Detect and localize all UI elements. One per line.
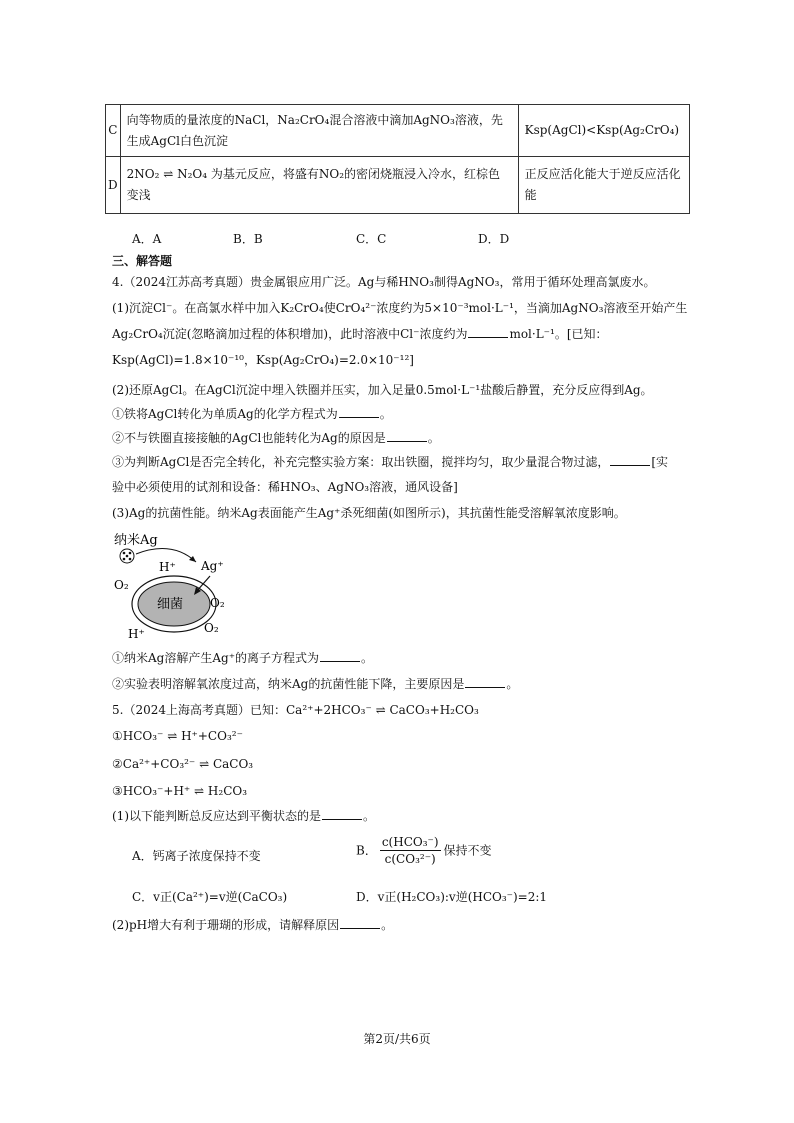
nano-ag-diagram [112, 530, 242, 645]
row-conclusion: 正反应活化能大于逆反应活化能 [518, 157, 689, 214]
diagram-title: 纳米Ag [114, 533, 158, 548]
q5-intro: 5.（2024上海高考真题）已知：Ca²⁺+2HCO₃⁻ ⇌ CaCO₃+H₂CO₃ [112, 703, 479, 717]
q5-eq3: ③HCO₃⁻+H⁺ ⇌ H₂CO₃ [112, 784, 248, 798]
q4-part1-line2 [112, 326, 608, 342]
answer-blank [610, 454, 650, 466]
q4-part1-text: Ag₂CrO₄沉淀(忽略滴加过程的体积增加)，此时溶液中Cl⁻浓度约为 [112, 327, 468, 341]
q4-part3-sub2-text: ②实验表明溶解氧浓度过高，纳米Ag的抗菌性能下降，主要原因是 [112, 677, 465, 691]
q4-part2: (2)还原AgCl。在AgCl沉淀中埋入铁圈并压实，加入足量0.5mol·L⁻¹盐酸后静置，充分反应得到Ag。 [112, 383, 653, 397]
q4-part3-sub1-text: ①纳米Ag溶解产生Ag⁺的离子方程式为 [112, 651, 320, 665]
h-ion-top: H⁺ [159, 560, 176, 574]
q5-option-d: D．v正(H₂CO₃):v逆(HCO₃⁻)=2:1 [356, 890, 548, 904]
row-content: 2NO₂ ⇌ N₂O₄ 为基元反应，将盛有NO₂的密闭烧瓶浸入冷水，红棕色变浅 [120, 157, 518, 214]
choice-d: D．D [478, 232, 510, 246]
row-content: 向等物质的量浓度的NaCl，Na₂CrO₄混合溶液中滴加AgNO₃溶液，先生成AgCl白色沉淀 [120, 105, 518, 157]
choice-b: B．B [233, 232, 263, 246]
o2-left: O₂ [114, 578, 129, 592]
answer-blank [468, 326, 508, 338]
page-footer: 第2页/共6页 [363, 1032, 431, 1046]
q4-part3-sub1 [112, 650, 373, 666]
q4-part1-given: Ksp(AgCl)=1.8×10⁻¹⁰，Ksp(Ag₂CrO₄)=2.0×10⁻¹²] [112, 353, 414, 367]
period: 。 [506, 677, 519, 691]
q4-part3-sub2 [112, 676, 518, 692]
o2-bottom: O₂ [204, 621, 219, 635]
q5-eq2: ②Ca²⁺+CO₃²⁻ ⇌ CaCO₃ [112, 757, 254, 771]
q4-part2-sub3-cont: 验中必须使用的试剂和设备：稀HNO₃、AgNO₃溶液，通风设备] [112, 480, 458, 494]
choice-c: C．C [356, 232, 387, 246]
q4-part2-sub1 [112, 406, 392, 422]
q4-part2-sub2-text: ②不与铁圈直接接触的AgCl也能转化为Ag的原因是 [112, 431, 386, 445]
q5-part2 [112, 917, 393, 933]
q4-part2-sub1-text: ①铁将AgCl转化为单质Ag的化学方程式为 [112, 407, 338, 421]
answer-blank [320, 650, 360, 662]
period: 。 [381, 918, 394, 932]
row-conclusion: Ksp(AgCl)<Ksp(Ag₂CrO₄) [518, 105, 689, 157]
table-row [106, 105, 690, 157]
answer-blank [339, 406, 379, 418]
section-title: 三、解答题 [112, 254, 173, 268]
bacteria-label: 细菌 [157, 597, 184, 612]
q5-part1-text: (1)以下能判断总反应达到平衡状态的是 [112, 809, 321, 823]
q4-part2-sub3 [112, 454, 668, 470]
q4-part2-sub3-text: ③为判断AgCl是否完全转化，补充完整实验方案：取出铁圈，搅拌均匀，取少量混合物过滤， [112, 455, 610, 469]
answer-blank [340, 917, 380, 929]
period: 。 [427, 431, 440, 445]
q5-option-c: C．v正(Ca²⁺)=v逆(CaCO₃) [132, 890, 288, 904]
fraction-numerator: c(HCO₃⁻) [381, 835, 439, 849]
q4-part1-line1: (1)沉淀Cl⁻。在高氯水样中加入K₂CrO₄使CrO₄²⁻浓度约为5×10⁻³mol·L⁻¹，当滴加AgNO₃溶液至开始产生 [112, 301, 688, 315]
period: 。 [361, 651, 374, 665]
q5-part2-text: (2)pH增大有利于珊瑚的形成，请解释原因 [112, 918, 340, 932]
choice-a: A．A [132, 232, 162, 246]
options-table [105, 104, 690, 214]
answer-blank [322, 808, 362, 820]
row-letter: C [106, 105, 121, 157]
q4-part3: (3)Ag的抗菌性能。纳米Ag表面能产生Ag⁺杀死细菌(如图所示)，其抗菌性能受溶解氧浓度影响。 [112, 506, 626, 520]
q4-part2-sub2 [112, 430, 440, 446]
q4-part1-unit: mol·L⁻¹。[已知： [509, 327, 608, 341]
q5-option-b [356, 834, 492, 867]
period: 。 [379, 407, 392, 421]
ag-ion-label: Ag⁺ [201, 559, 224, 573]
option-b-label: B． [356, 843, 377, 858]
q5-part1 [112, 808, 375, 824]
ratio-fraction [380, 834, 441, 867]
q5-eq1: ①HCO₃⁻ ⇌ H⁺+CO₃²⁻ [112, 729, 243, 743]
row-letter: D [106, 157, 121, 214]
answer-blank [387, 430, 427, 442]
nano-ag-particle [120, 549, 134, 563]
h-ion-bottom: H⁺ [128, 627, 145, 641]
o2-right: O₂ [210, 596, 225, 610]
q4-part2-sub3-bracket: [实 [651, 455, 669, 469]
q5-option-a: A．钙离子浓度保持不变 [132, 849, 261, 863]
fraction-denominator: c(CO₃²⁻) [384, 852, 436, 866]
period: 。 [363, 809, 376, 823]
table-row [106, 157, 690, 214]
option-b-tail: 保持不变 [443, 843, 492, 858]
answer-blank [465, 676, 505, 688]
q4-intro: 4.（2024江苏高考真题）贵金属银应用广泛。Ag与稀HNO₃制得AgNO₃，常用于循环处理高氯废水。 [112, 275, 656, 289]
